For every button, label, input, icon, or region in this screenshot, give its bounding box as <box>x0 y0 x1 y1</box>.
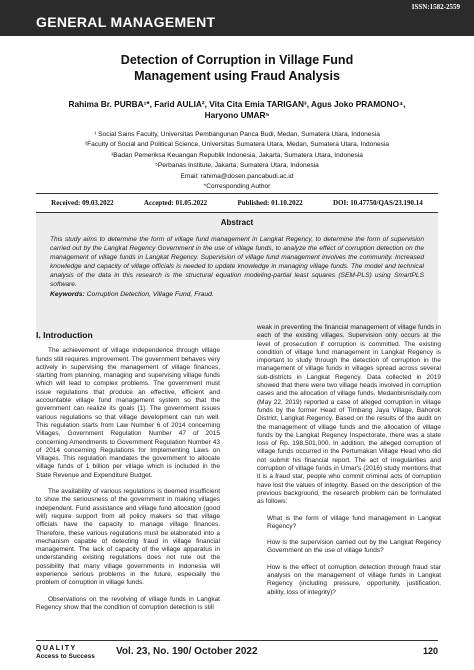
keywords-label: Keywords: <box>50 291 85 298</box>
title-line: Management using Fraud Analysis <box>134 69 340 83</box>
body-paragraph: The availability of various regulations is deemed insufficient to show the seriousness of the government in making villages independent. Fund assistance and village fund allocation (good will) require support from all policy makers so that village officials have the capacity to manage village finances. Therefore, these various regulations must be elaborated into a mechanism capable of detecting fraud in village financial management. The lack of capacity of the village apparatus in understanding existing regulations does not rule out the possibility that many village governments in Indonesia will experience serious problems in the future, especially the problem of corruption in village funds. <box>36 488 220 587</box>
affiliation: ³Badan Pemeriksa Keuangan Republik Indonesia, Jakarta, Sumatera Utara, Indonesia <box>111 151 363 159</box>
volume-info: Vol. 23, No. 190/ October 2022 <box>116 646 258 657</box>
research-question: What is the form of village fund management in Langkat Regency? <box>267 514 441 530</box>
article-title <box>40 52 434 84</box>
page-footer <box>36 640 438 664</box>
doi-label: DOI: 10.47750/QAS/23.190.14 <box>332 199 423 207</box>
journal-brand: QUALITY <box>36 645 77 652</box>
body-paragraph: Observations on the revolving of village funds in Langkat Regency show that the condition of corruption detection is still <box>36 595 220 611</box>
keywords-line <box>50 291 424 298</box>
published-date: Published: 01.10.2022 <box>237 199 303 207</box>
abstract-box <box>36 213 438 340</box>
abstract-heading: Abstract <box>220 218 254 227</box>
footer-divider <box>36 640 438 641</box>
journal-tagline: Access to Success <box>36 653 95 660</box>
author-line: Rahima Br. PURBA¹*, Farid AULIA², Vita Cita Emia TARIGAN³, Agus Joko PRAMONO⁴, <box>68 99 406 109</box>
research-question: How is the supervision carried out by the Langkat Regency Government on the use of village funds? <box>267 539 441 555</box>
right-column <box>257 324 441 605</box>
received-date: Received: 09.03.2022 <box>51 199 114 207</box>
research-question: How is the effect of corruption detection through fraud star analysis on the management of village funds in Langkat Regency (including pressure, opportunity, justification, ability, loss of integrity)? <box>267 563 441 596</box>
body-paragraph: The achievement of village independence through village funds still requires improvement. The government behaves very actively in supervising the management of village finances, starting from planning, managing and supervising village funds which will lead to complex problems. The government must issue regulations that produce an effective, efficient and accountable village fund management system so that the government can realize its goals [1]. The government issues various regulations so that village development can run well. This regulation starts from Law Number 6 of 2014 concerning Villages, Government Regulation Number 47 of 2015 concerning Amendments to Government Regulation Number 43 of 2014 concerning Regulations for Implementing Laws on Villages. This regulation mandates the government to allocate village funds of 1 billion per village which is included in the State Revenue and Expenditure Budget. <box>36 347 220 479</box>
title-line: Detection of Corruption in Village Fund <box>120 53 354 67</box>
introduction-heading: I. Introduction <box>36 330 93 340</box>
author-list <box>40 99 434 121</box>
journal-header-banner <box>0 0 474 36</box>
publication-dates-bar <box>36 193 438 213</box>
issn-label: ISSN:1582-2559 <box>411 3 460 11</box>
body-paragraph: weak in preventing the financial management of village funds in each of the existing villages. Supervision only occurs at the level of prosecution if corruption is committed. The existing condition of village fund management in Langkat Regency is important to study through the detection of corruption in the management of village funds in villages spread across several sub-districts in Langkat Regency. Data collected in 2019 showed that there were two village heads involved in corruption cases and the allocation of village funds. Medanbisnisdaily.com (May 22, 2019) reported a case of alleged corruption in village funds by the former Head of Timbang Jaya Village, Bahorok District, Langkat Regency. Based on the results of the audit on the management of village funds and the allocation of village funds by the Langkat Regency Inspectorate, there was a state loss of Rp. 198,501,000. In addition, the alleged corruption of village funds occurred in the Pertumakan Village Head who did not submit his financial report. The act of irregularities and corruption of village funds in Umar's (2016) study mentions that it is a fraud star, people who commit criminal acts of corruption have lost the values of integrity. Based on the description of the previous background, the research problem can be formulated as follows: <box>257 324 441 506</box>
contact-email: Email: rahima@dosen.pancabudi.ac.id <box>180 172 294 180</box>
abstract-text: This study aims to determine the form of village fund management in Langkat Regency, to determine the form of supervision carried out by the Langkat Regency Government in the use of village funds, to analyze the effect of corruption detection on the management of village funds in Langkat Regency. Supervision of village fund management involves the community. Increased knowledge and capacity of village officials is needed to update knowledge in managing village funds. The model and technical analysis of the data in this research is the structural equation modeling-partial least squares (SEM-PLS) using SmartPLS software. <box>50 236 424 288</box>
affiliation-list <box>40 130 434 192</box>
affiliation: ⁵Perbanas Institute, Jakarta, Sumatera Utara, Indonesia <box>155 162 319 170</box>
affiliation: ¹ Social Sains Faculty, Universitas Pembangunan Panca Budi, Medan, Sumatera Utara, Indonesia <box>94 131 380 138</box>
section-title: GENERAL MANAGEMENT <box>36 14 216 30</box>
page-number: 120 <box>422 646 438 656</box>
author-line: Haryono UMAR⁵ <box>204 110 270 120</box>
keywords-text: Corruption Detection, Village Fund, Fraud. <box>86 291 214 298</box>
accepted-date: Accepted: 01.05.2022 <box>143 199 208 207</box>
left-column <box>36 331 220 620</box>
corresponding-author-note: *Corresponding Author <box>203 183 271 191</box>
affiliation: ²Faculty of Social and Political Science, Universitas Sumatera Utara, Medan, Sumatera Utara, Indonesia <box>84 141 390 149</box>
